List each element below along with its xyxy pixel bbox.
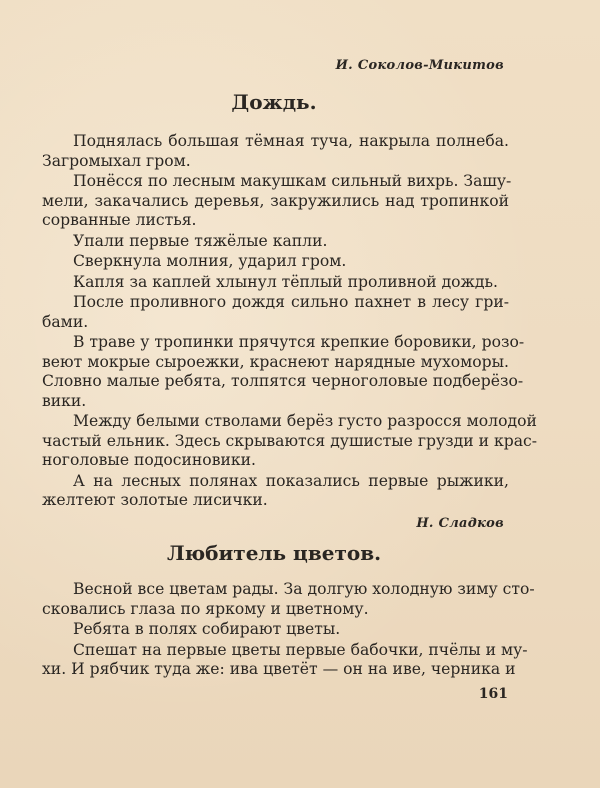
text-line: Между белыми стволами берёз густо разросся молодой — [73, 412, 537, 430]
text-line: Словно малые ребята, толпятся черноголовые подберёзо- — [42, 372, 524, 390]
text-line: Сверкнула молния, ударил гром. — [73, 252, 347, 270]
text-line: сорванные листья. — [42, 211, 197, 229]
story1-body — [42, 132, 537, 512]
page-number: 161 — [478, 686, 508, 702]
text-line: Загромыхал гром. — [42, 151, 191, 170]
text-line: частый ельник. Здесь скрываются душистые грузди и крас- — [42, 431, 537, 450]
paragraph — [42, 172, 512, 231]
text-line: желтеют золотые лисички. — [42, 491, 268, 509]
text-line: Весной все цветам рады. За долгую холодную зиму сто- — [73, 580, 535, 598]
text-line: бами. — [42, 312, 89, 331]
text-line: Капля за каплей хлынул тёплый проливной дождь. — [73, 272, 498, 291]
story2-author: Н. Сладков — [416, 516, 504, 531]
text-line: сковались глаза по яркому и цветному. — [42, 599, 369, 618]
paragraph — [42, 333, 525, 411]
story1-title: Дождь. — [231, 90, 317, 114]
text-line: Понёсся по лесным макушкам сильный вихрь. Зашу- — [73, 172, 512, 190]
text-line: вики. — [42, 391, 87, 410]
text-line: хи. И рябчик туда же: ива цветёт — он на иве, черника и — [42, 660, 516, 678]
paragraph — [42, 293, 509, 332]
story2-body — [42, 580, 535, 681]
paragraph — [73, 252, 509, 272]
text-line: ноголовые подосиновики. — [42, 451, 256, 469]
story1-author: И. Соколов-Микитов — [335, 58, 504, 73]
text-line: Спешат на первые цветы первые бабочки, пчёлы и му- — [73, 640, 528, 659]
paragraph — [42, 132, 509, 171]
paragraph — [73, 273, 509, 293]
text-line: После проливного дождя сильно пахнет в лесу гри- — [73, 293, 509, 311]
text-line: В траве у тропинки прячутся крепкие боровики, розо- — [73, 333, 525, 351]
paragraph — [42, 640, 528, 680]
text-line: Поднялась большая тёмная туча, накрыла полнеба. — [73, 132, 509, 150]
paragraph — [42, 580, 535, 619]
story2-title: Любитель цветов. — [166, 541, 382, 565]
text-line: Упали первые тяжёлые капли. — [73, 231, 328, 250]
text-line: мели, закачались деревья, закружились над тропинкой — [42, 191, 509, 210]
paragraph — [73, 620, 509, 640]
paragraph — [42, 471, 509, 511]
paragraph — [42, 412, 537, 471]
paragraph — [73, 232, 509, 252]
text-line: веют мокрые сыроежки, краснеют нарядные мухоморы. — [42, 352, 509, 371]
text-line: Ребята в полях собирают цветы. — [73, 620, 341, 638]
text-line: А на лесных полянах показались первые рыжики, — [73, 471, 509, 490]
